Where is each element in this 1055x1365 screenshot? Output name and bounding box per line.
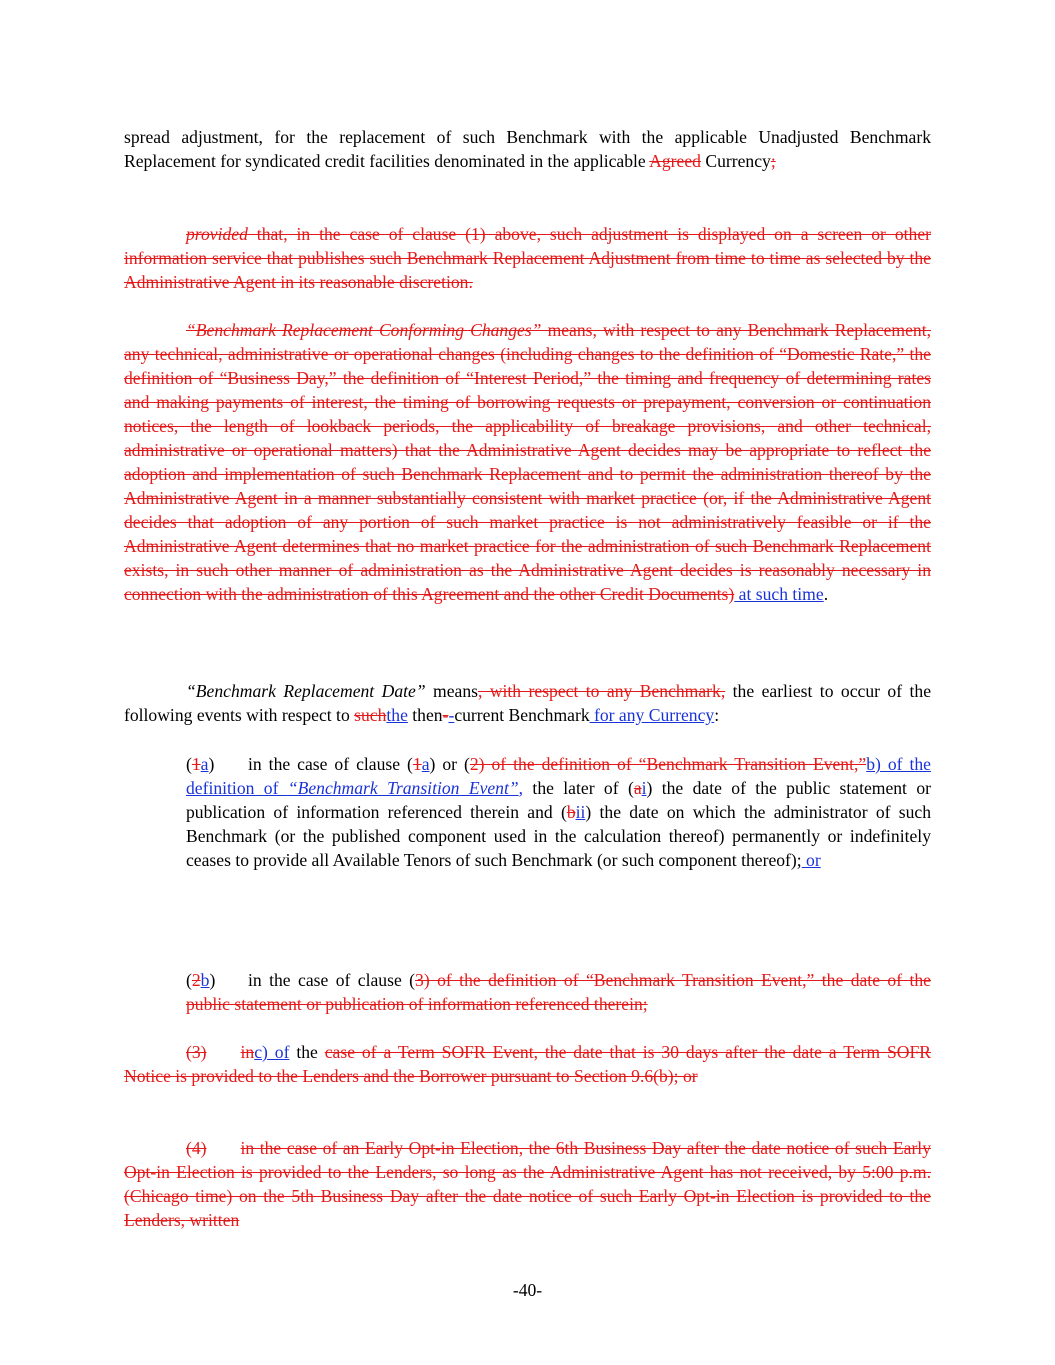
inserted-text: a <box>421 754 430 774</box>
inserted-text: , <box>518 778 524 798</box>
deleted-text: a <box>633 778 642 798</box>
clause-a <box>186 752 931 872</box>
text: then <box>407 705 443 725</box>
deleted-text: - <box>442 705 449 725</box>
inserted-text: a <box>200 754 209 774</box>
deleted-text: such <box>354 705 387 725</box>
text: : <box>714 705 720 725</box>
deleted-text: , with respect to any Benchmark, <box>478 681 726 701</box>
paragraph-spread-adjustment <box>124 125 931 173</box>
deleted-text: in <box>240 1042 255 1062</box>
defined-term: “Benchmark Replacement Date” <box>186 681 426 701</box>
page-number: -40- <box>512 1280 543 1300</box>
deleted-text: Agreed <box>649 151 701 171</box>
text: the later of ( <box>523 778 634 798</box>
text: current Benchmark <box>454 705 590 725</box>
text: ) <box>209 970 216 990</box>
text: ) the date of the public statement or publication of information referenced therein and ( <box>186 778 931 822</box>
deleted-text: (3) <box>186 1042 207 1062</box>
deleted-text: 3) of the definition of “Benchmark Transition Event,” the date of the public statement or publication of information referenced therein; <box>186 970 931 1014</box>
deleted-text: b <box>566 802 576 822</box>
clause-c <box>124 1040 931 1088</box>
text: the earliest to occur of the following events with respect to <box>124 681 932 725</box>
clause-number <box>186 752 248 776</box>
text: the <box>289 1042 325 1062</box>
text: ) <box>208 754 215 774</box>
text: spread adjustment, for the replacement of such Benchmark with the applicable Unadjusted Benchmark Replacement for syndicated credit facilities denominated in the applicable <box>124 127 931 171</box>
deleted-text: ; <box>770 151 776 171</box>
clause-number <box>186 968 248 992</box>
deleted-text: 1 <box>412 754 422 774</box>
deleted-term: “Benchmark Replacement Conforming Changes” <box>186 320 542 340</box>
paragraph-replacement-date <box>124 679 931 727</box>
deleted-text: (4) <box>186 1138 207 1158</box>
inserted-text: for any Currency <box>589 705 715 725</box>
text: . <box>823 584 829 604</box>
text: ( <box>186 754 192 774</box>
deleted-text: 2) of the definition of “Benchmark Transition Event,” <box>469 754 867 774</box>
clause-deleted-4 <box>124 1136 931 1232</box>
inserted-term: “Benchmark Transition Event” <box>287 778 519 798</box>
deleted-text: case of a Term SOFR Event, the date that is 30 days after the date a Term SOFR Notice is provided to the Lenders and the Borrower pursuant to Section 9.6(b); or <box>124 1042 931 1086</box>
inserted-text: the <box>386 705 408 725</box>
text: Currency <box>700 151 771 171</box>
deleted-text: 2 <box>191 970 201 990</box>
clause-b <box>186 968 931 1016</box>
paragraph-conforming-changes <box>124 318 931 606</box>
text: ) or ( <box>429 754 470 774</box>
inserted-text: - <box>448 705 455 725</box>
deleted-text: means, with respect to any Benchmark Replacement, any technical, administrative or operational changes (including changes to the definition of “Domestic Rate,” the definition of “Business Day,” the definition of “Interest Period,” the timing and frequency of determining rates and making payments of interest, the timing of borrowing requests or prepayment, conversion or continuation notices, the length of lookback periods, the applicability of breakage provisions, and other technical, administrative or operational matters) that the Administrative Agent decides may be appropriate to reflect the adoption and implementation of such Benchmark Replacement and to permit the administration thereof by the Administrative Agent in a manner substantially consistent with market practice (or, if the Administrative Agent decides that adoption of any portion of such market practice is not administratively feasible or if the Administrative Agent determines that no market practice for the administration of such Benchmark Replacement exists, in such other manner of administration as the Administrative Agent decides is reasonably necessary in connection with the administration of this Agreement and the other Credit Documents) <box>124 320 931 604</box>
deleted-text: that, in the case of clause (1) above, such adjustment is displayed on a screen or other information service that publishes such Benchmark Replacement Adjustment from time to time as selected by the Administrative Agent in its reasonable discretion. <box>124 224 931 292</box>
inserted-text: ii <box>575 802 586 822</box>
inserted-text: or <box>801 850 821 870</box>
text: in the case of clause ( <box>248 754 413 774</box>
inserted-text: b <box>200 970 210 990</box>
inserted-text: b) of the definition of <box>186 754 931 798</box>
deleted-text: 1 <box>191 754 201 774</box>
deleted-term: provided <box>186 224 248 244</box>
paragraph-provided <box>124 222 931 294</box>
inserted-text: c) of <box>254 1042 290 1062</box>
text: in the case of clause ( <box>248 970 416 990</box>
deleted-text: in the case of an Early Opt-in Election, the 6th Business Day after the date notice of such Early Opt-in Election is provided to the Lenders, so long as the Administrative Agent has not received, by 5:00 p.m. (Chicago time) on the 5th Business Day after the date notice of such Early Opt-in Election is provided to the Lenders, written <box>124 1138 931 1230</box>
text: ) the date on which the administrator of such Benchmark (or the published component used in the calculation thereof) permanently or indefinitely ceases to provide all Available Tenors of such Benchmark (or such component thereof); <box>186 802 931 870</box>
inserted-text: i <box>641 778 647 798</box>
text: means <box>425 681 478 701</box>
inserted-text: at such time <box>734 584 824 604</box>
text: ( <box>186 970 192 990</box>
